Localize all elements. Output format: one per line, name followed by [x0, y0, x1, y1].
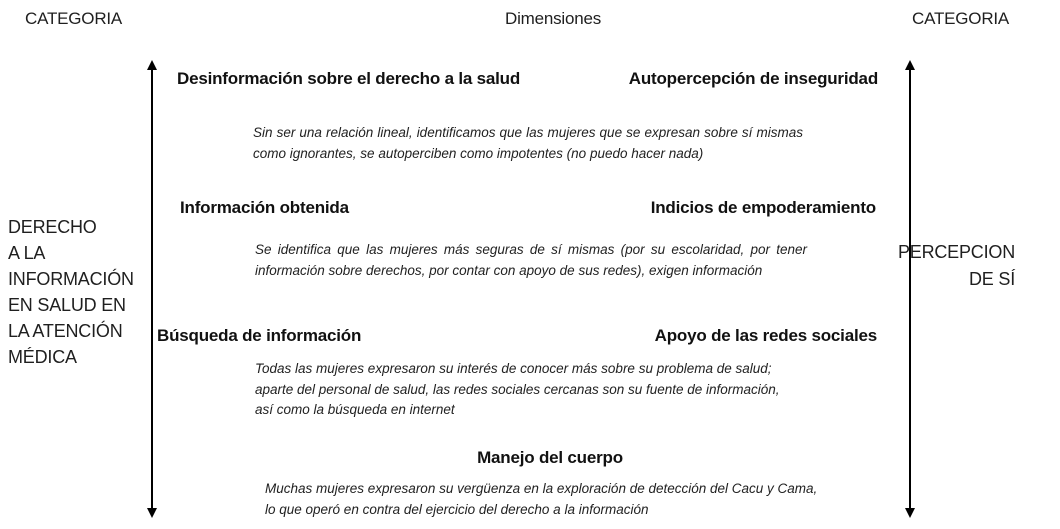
dimension-note: Se identifica que las mujeres más seguras de sí mismas (por su escolaridad, por tener información sobre derechos, por contar con apoyo de sus redes), exigen información [255, 242, 807, 278]
dimension-heading-informacion-obtenida: Información obtenida [180, 198, 349, 217]
dimensions-label: Dimensiones [505, 9, 602, 28]
dimension-note: Sin ser una relación lineal, identificamos que las mujeres que se expresan sobre sí mismas como ignorantes, se autoperciben como impotentes (no puedo hacer nada) [253, 125, 803, 161]
dimension-heading-manejo-cuerpo: Manejo del cuerpo [477, 448, 623, 467]
dimension-heading-autopercepcion: Autopercepción de inseguridad [628, 69, 878, 88]
right-category-line: DE SÍ [968, 269, 1015, 289]
right-category-line: PERCEPCION [897, 242, 1015, 262]
dimension-heading-busqueda-informacion: Búsqueda de información [157, 326, 362, 345]
left-double-arrow [145, 60, 159, 518]
arrow-shaft [151, 70, 153, 508]
category-label-right: CATEGORIA [912, 9, 1010, 28]
arrow-down-icon [905, 508, 915, 518]
dimension-note: Muchas mujeres expresaron su vergüenza en la exploración de detección del Cacu y Cama, lo que operó en contra del ejercicio del derecho a la información [265, 481, 818, 517]
left-category-title [8, 214, 134, 370]
left-category-line: INFORMACIÓN [8, 269, 134, 289]
left-category-line: EN SALUD EN [8, 295, 126, 315]
dimension-note: Todas las mujeres expresaron su interés de conocer más sobre su problema de salud; aparte del personal de salud, las redes sociales cercanas son su fuente de información, así como la búsqueda en internet [255, 361, 780, 417]
arrow-up-icon [905, 60, 915, 70]
left-category-line: A LA [8, 243, 46, 263]
dimension-heading-indicios-empoderamiento: Indicios de empoderamiento [650, 198, 876, 217]
left-category-line: LA ATENCIÓN [8, 321, 123, 341]
arrow-up-icon [147, 60, 157, 70]
arrow-down-icon [147, 508, 157, 518]
left-category-line: MÉDICA [8, 347, 77, 367]
right-category-title [898, 239, 1015, 293]
left-category-line: DERECHO [8, 217, 97, 237]
dimension-heading-desinformacion: Desinformación sobre el derecho a la salud [177, 69, 521, 88]
dimension-heading-apoyo-redes: Apoyo de las redes sociales [654, 326, 877, 345]
category-label-left: CATEGORIA [25, 9, 123, 28]
